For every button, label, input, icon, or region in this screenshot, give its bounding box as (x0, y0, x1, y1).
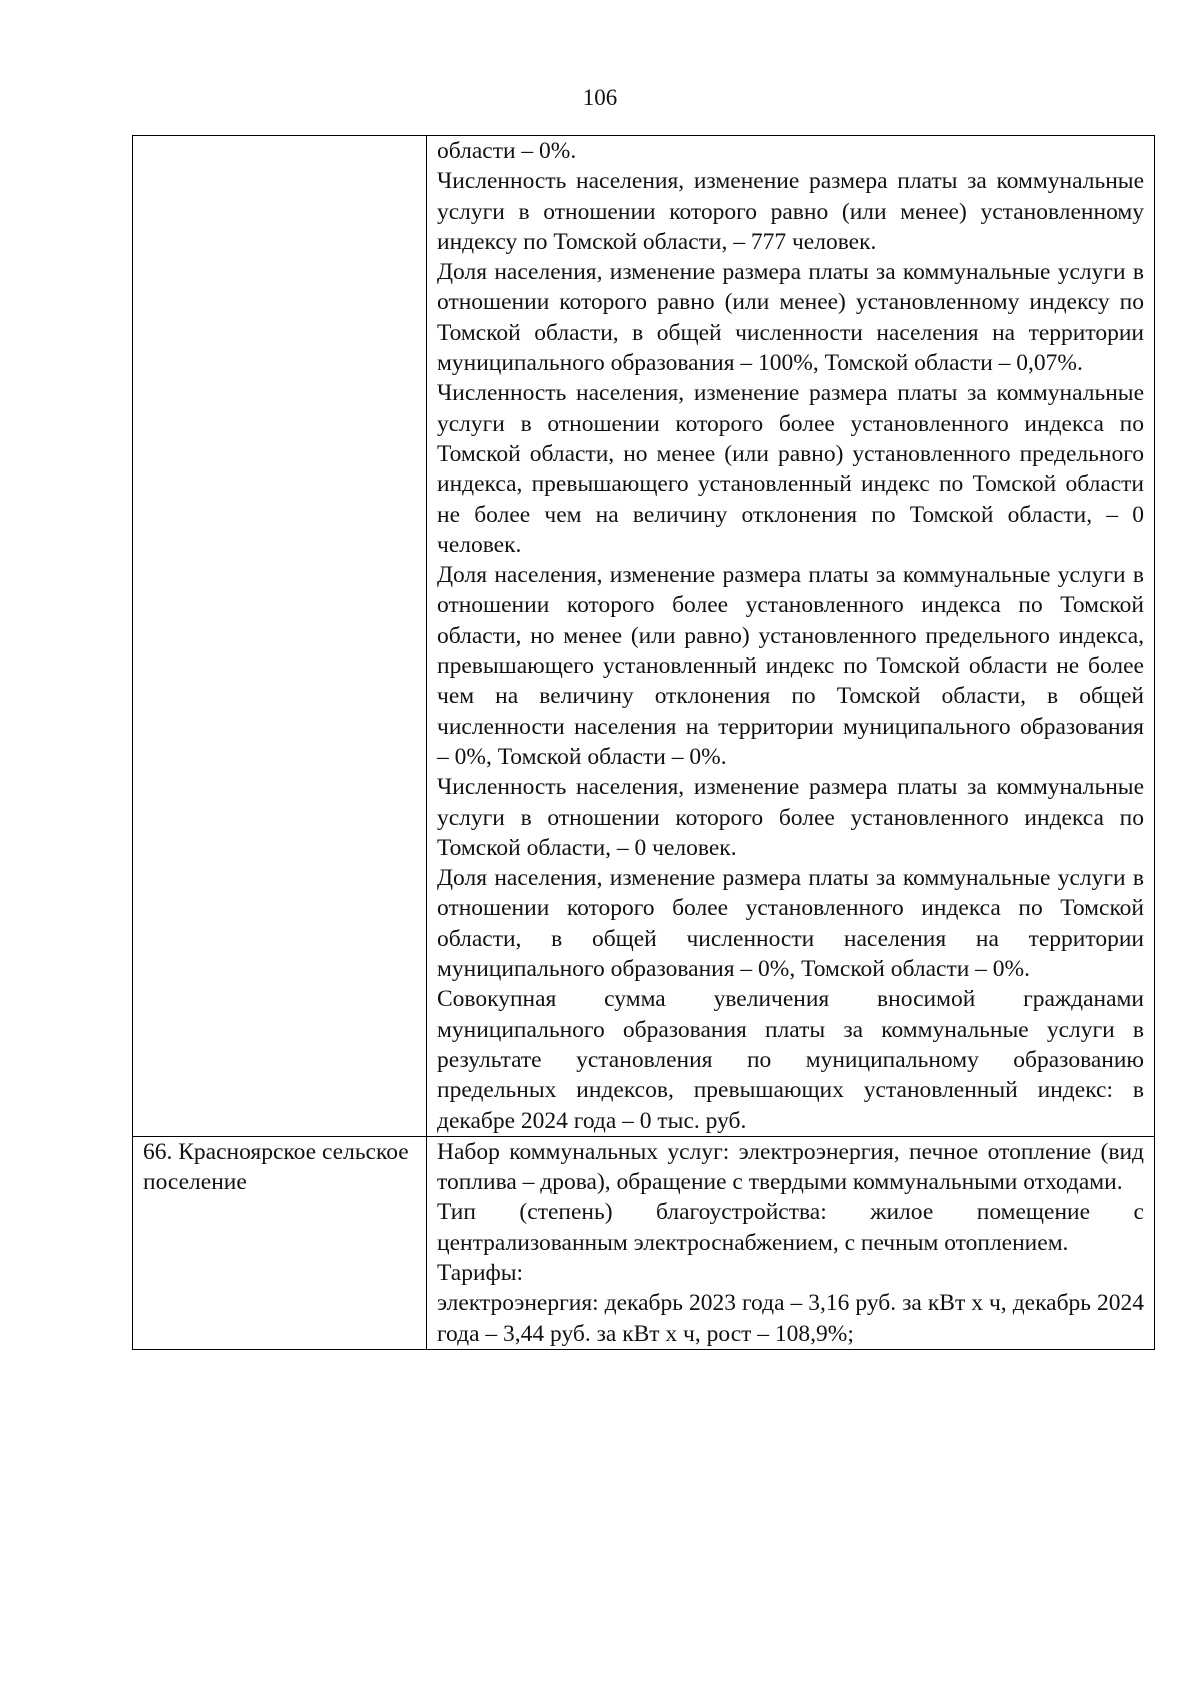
details-cell (427, 136, 1155, 1137)
paragraph: Численность населения, изменение размера платы за коммунальные услуги в отношении которого более установленного индекса по Томской области, – 0 человек. (437, 774, 1144, 861)
table-row (133, 1136, 1155, 1349)
paragraph: Доля населения, изменение размера платы за коммунальные услуги в отношении которого равно (или менее) установленному индексу по Томской области, в общей численности населения на территории муниципального образования – 100%, Томской области – 0,07%. (437, 259, 1144, 377)
paragraph: Численность населения, изменение размера платы за коммунальные услуги в отношении которого более установленного индекса по Томской области, но менее (или равно) установленного предельного индекса, превышающего установленный индекс по Томской области не более чем на величину отклонения по Томской области, – 0 человек. (437, 380, 1144, 558)
municipality-table (132, 135, 1155, 1350)
paragraph: Доля населения, изменение размера платы за коммунальные услуги в отношении которого более установленного индекса по Томской области, в общей численности населения на территории муниципального образования – 0%, Томской области – 0%. (437, 865, 1144, 983)
paragraph: Тип (степень) благоустройства: жилое помещение с централизованным электроснабжением, с печным отоплением. (437, 1199, 1144, 1256)
table-row (133, 136, 1155, 1137)
paragraph: Набор коммунальных услуг: электроэнергия, печное отопление (вид топлива – дрова), обращение с твердыми коммунальными отходами. (437, 1138, 1144, 1196)
paragraph: Численность населения, изменение размера платы за коммунальные услуги в отношении которого равно (или менее) установленному индексу по Томской области, – 777 человек. (437, 168, 1144, 255)
paragraph: Доля населения, изменение размера платы за коммунальные услуги в отношении которого более установленного индекса по Томской области, но менее (или равно) установленного предельного индекса, превышающего установленный индекс по Томской области не более чем на величину отклонения по Томской области, в общей численности населения на территории муниципального образования – 0%, Томской области – 0%. (437, 562, 1144, 770)
paragraph: электроэнергия: декабрь 2023 года – 3,16 руб. за кВт х ч, декабрь 2024 года – 3,44 руб. за кВт х ч, рост – 108,9%; (437, 1290, 1144, 1347)
municipality-name: 66. Красноярское сельское поселение (143, 1138, 409, 1196)
paragraph: области – 0%. (437, 138, 577, 164)
paragraph: Тарифы: (437, 1259, 524, 1286)
page-number: 106 (582, 85, 618, 110)
paragraph: Совокупная сумма увеличения вносимой гражданами муниципального образования платы за коммунальные услуги в результате установления по муниципальному образованию предельных индексов, превышающих установленный индекс: в декабре 2024 года – 0 тыс. руб. (437, 986, 1144, 1134)
details-cell (427, 1136, 1155, 1349)
municipality-cell (133, 1136, 427, 1349)
municipality-cell (133, 136, 427, 1137)
